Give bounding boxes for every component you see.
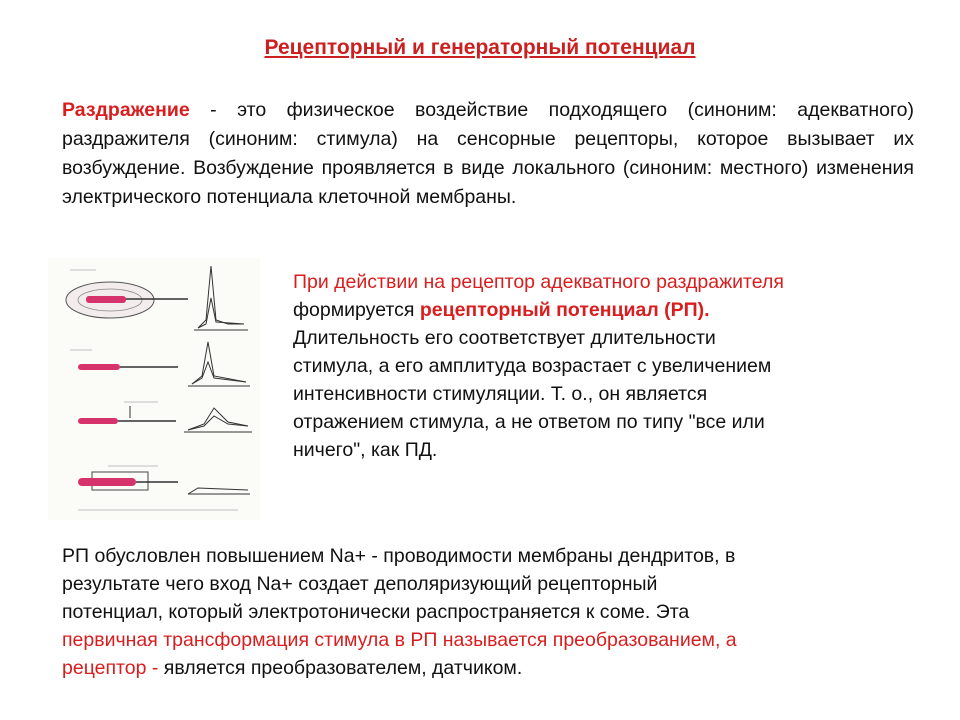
bottom-line: потенциал, который электротонически распространяется к соме. Эта [62,601,690,623]
bottom-line: РП обусловлен повышением Na+ - проводимости мембраны дендритов, в [62,545,736,567]
bottom-line-red: первичная трансформация стимула в РП называется преобразованием, а [62,629,737,651]
rp-line: ничего", как ПД. [293,439,438,461]
bottom-line-5-rest: является преобразователем, датчиком. [163,657,523,679]
bottom-red-span: рецептор - [62,657,164,679]
bottom-line-5 [62,654,922,682]
rp-line-1: При действии на рецептор адекватного раздражителя [293,271,784,293]
definition-term: Раздражение [62,99,190,121]
rp-line: отражением стимула, а не ответом по типу "все или [293,411,765,433]
rp-line-2-prefix: формируется [293,299,420,321]
receptor-potential-text [293,268,913,464]
rp-line: интенсивности стимуляции. Т. о., он является [293,383,708,405]
bottom-line: результате чего вход Na+ создает деполяризующий рецепторный [62,573,658,595]
rp-line: Длительность его соответствует длительности [293,327,716,349]
rp-line-2 [293,296,913,324]
definition-paragraph [62,96,914,212]
bottom-paragraph [62,542,922,682]
rp-line: стимула, а его амплитуда возрастает с увеличением [293,355,772,377]
page-title: Рецепторный и генераторный потенциал [264,36,696,59]
receptor-potential-figure [48,258,260,520]
definition-text: - это физическое воздействие подходящего (синоним: адекватного) раздражителя (синоним: стимула) на сенсорные рецепторы, которое вызывает их возбуждение. Возбуждение проявляется в виде локального (синоним: местного) изменения электрического потенциала клеточной мембраны. [62,99,914,208]
rp-term: рецепторный потенциал (РП). [419,299,710,321]
